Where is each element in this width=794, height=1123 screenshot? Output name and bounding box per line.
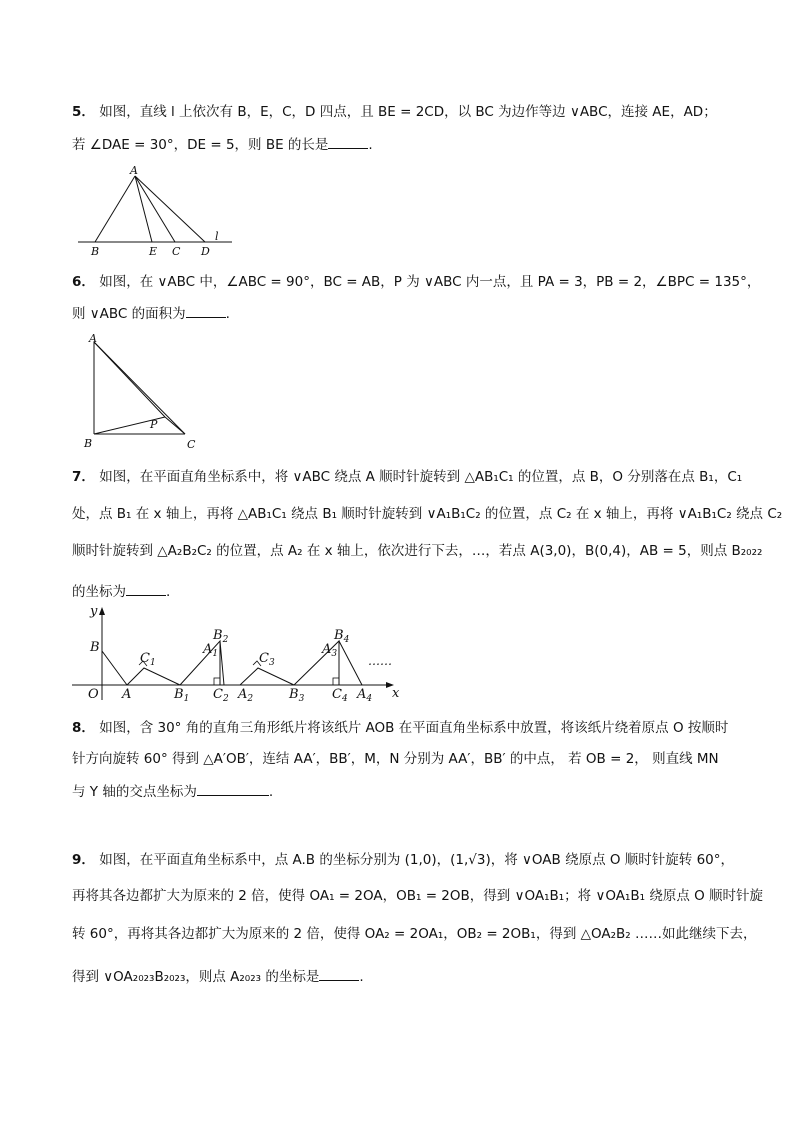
label-a: A [122, 687, 132, 702]
problem-9-text-2: 再将其各边都扩大为原来的 2 倍，使得 OA₁ = 2OA，OB₁ = 2OB，得到 ∨OA₁B₁；将 ∨OA₁B₁ 绕原点 O 顺时针旋 [72, 888, 764, 904]
label-b2: $B_2$ [213, 628, 229, 645]
problem-9-text-1: 如图，在平面直角坐标系中，点 A.B 的坐标分别为 (1,0)，(1,√3)，将 ∨OAB 绕原点 O 顺时针旋转 60°， [99, 852, 735, 868]
label-x: x [392, 686, 400, 701]
problem-9-line-1 [72, 851, 734, 869]
problem-6-text-1: 如图，在 ∨ABC 中，∠ABC = 90°，BC = AB，P 为 ∨ABC 内一点，且 PA = 3，PB = 2，∠BPC = 135°， [99, 274, 761, 290]
problem-5-number: 5． [72, 104, 95, 120]
label-c1: $C_1$ [140, 651, 156, 668]
problem-9-line-3 [72, 925, 757, 943]
label-y: y [90, 604, 98, 619]
problem-9-text-3: 转 60°，再将其各边都扩大为原来的 2 倍，使得 OA₂ = 2OA₁，OB₂ = 2OB₁，得到 △OA₂B₂ ……如此继续下去， [72, 926, 757, 942]
problem-6-line-1 [72, 273, 760, 291]
label-b1: $B_1$ [174, 687, 190, 704]
label-a3: $A_3$ [322, 642, 338, 659]
problem-7-line-1 [72, 468, 742, 486]
answer-blank-6[interactable] [186, 303, 226, 318]
problem-5-text-2: 若 ∠DAE = 30°，DE = 5，则 BE 的长是 [72, 137, 329, 153]
problem-6-line-2 [72, 303, 230, 323]
problem-9-number: 9． [72, 852, 95, 868]
problem-9-text-4: 得到 ∨OA₂₀₂₃B₂₀₂₃，则点 A₂₀₂₃ 的坐标是 [72, 969, 320, 985]
label-a4: $A_4$ [357, 687, 373, 704]
problem-5-line-1 [72, 103, 717, 121]
problem-9-end: . [359, 969, 364, 985]
problem-8-end: . [268, 784, 274, 800]
label-b: B [91, 245, 100, 258]
label-c3: $C_3$ [259, 651, 275, 668]
problem-7-text-1: 如图，在平面直角坐标系中，将 ∨ABC 绕点 A 顺时针旋转到 △AB₁C₁ 的位置，点 B，O 分别落在点 B₁，C₁ [99, 469, 743, 485]
problem-5-end: . [368, 137, 373, 153]
problem-7-line-3 [72, 542, 762, 560]
label-dots: …… [368, 654, 392, 668]
figure-5 [72, 165, 242, 260]
label-a: A [89, 332, 97, 345]
label-b: B [90, 640, 100, 655]
problem-6-end: . [225, 306, 230, 322]
label-a1: $A_1$ [203, 642, 219, 659]
label-d: D [201, 245, 210, 258]
problem-8-line-3 [72, 781, 273, 801]
figure-6 [80, 330, 210, 455]
problem-7-text-3: 顺时针旋转到 △A₂B₂C₂ 的位置，点 A₂ 在 x 轴上，依次进行下去，…，若点 A(3,0)，B(0,4)，AB = 5，则点 B₂₀₂₂ [72, 543, 763, 559]
answer-blank-8[interactable] [197, 781, 269, 796]
problem-9-line-2 [72, 887, 763, 905]
problem-5-line-2 [72, 134, 373, 154]
problem-8-number: 8． [72, 720, 95, 736]
problem-8-text-2: 针方向旋转 60° 得到 △A′OB′，连结 AA′，BB′，M，N 分别为 AA′，BB′ 的中点， 若 OB = 2， 则直线 MN [72, 751, 719, 767]
problem-7-text-4: 的坐标为 [72, 584, 126, 600]
problem-9-line-4 [72, 966, 364, 986]
problem-6-text-2: 则 ∨ABC 的面积为 [72, 306, 186, 322]
problem-8-line-1 [72, 719, 728, 737]
label-b: B [84, 437, 93, 450]
label-b3: $B_3$ [289, 687, 305, 704]
label-e: E [149, 245, 158, 258]
label-c4: $C_4$ [332, 687, 348, 704]
label-a2: $A_2$ [238, 687, 254, 704]
label-p: P [150, 418, 158, 431]
answer-blank-9[interactable] [319, 966, 359, 981]
problem-7-text-2: 处，点 B₁ 在 x 轴上，再将 △AB₁C₁ 绕点 B₁ 顺时针旋转到 ∨A₁B₁C₂ 的位置，点 C₂ 在 x 轴上，再将 ∨A₁B₁C₂ 绕点 C₂ [72, 506, 783, 522]
problem-7-line-2 [72, 505, 782, 523]
problem-7-end: . [166, 584, 171, 600]
answer-blank-7[interactable] [126, 581, 166, 596]
problem-6-number: 6． [72, 274, 95, 290]
problem-8-text-3: 与 Y 轴的交点坐标为 [72, 784, 197, 800]
label-l: l [215, 230, 219, 243]
figure-7 [72, 605, 412, 705]
label-c2: $C_2$ [213, 687, 229, 704]
problem-7-line-4 [72, 581, 170, 601]
label-c: C [172, 245, 181, 258]
label-b4: $B_4$ [334, 628, 350, 645]
problem-5-text-1: 如图，直线 l 上依次有 B，E，C，D 四点，且 BE = 2CD，以 BC 为边作等边 ∨ABC，连接 AE，AD； [99, 104, 717, 120]
problem-7-number: 7． [72, 469, 95, 485]
label-o: O [88, 687, 99, 702]
answer-blank-5[interactable] [328, 134, 368, 149]
label-a: A [130, 164, 138, 177]
problem-8-line-2 [72, 750, 719, 768]
problem-8-text-1: 如图，含 30° 角的直角三角形纸片将该纸片 AOB 在平面直角坐标系中放置，将该纸片绕着原点 O 按顺时 [99, 720, 729, 736]
label-c: C [187, 438, 196, 451]
